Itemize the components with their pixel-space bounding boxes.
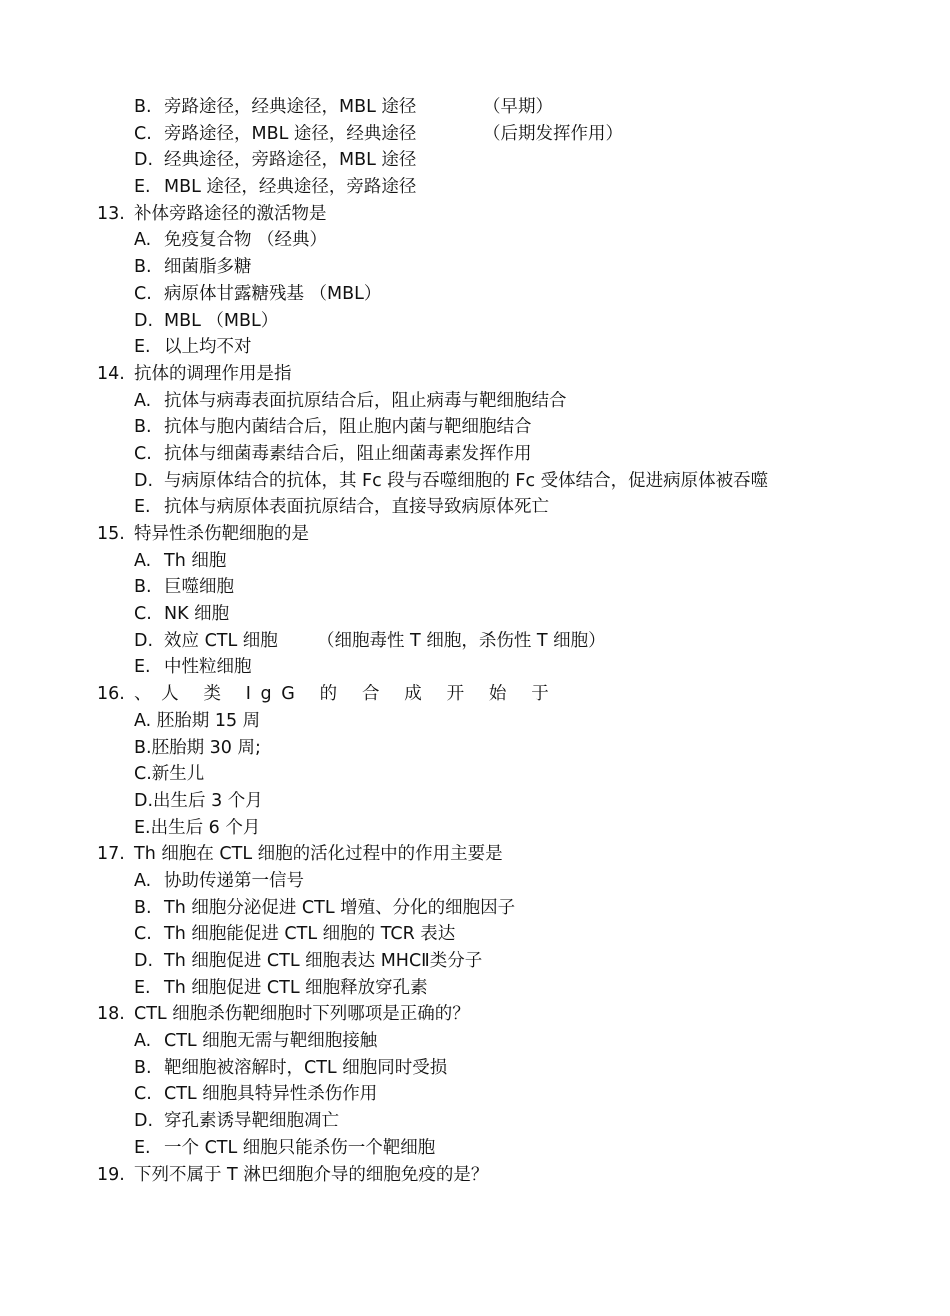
answer-option <box>0 1081 950 1108</box>
answer-option <box>0 921 950 948</box>
option-text: 抗体与病原体表面抗原结合，直接导致病原体死亡 <box>164 497 549 518</box>
option-text: NK 细胞 <box>164 604 230 625</box>
answer-option <box>0 654 950 681</box>
question-text: 下列不属于 T 淋巴细胞介导的细胞免疫的是？ <box>134 1164 489 1185</box>
question-number: 14. <box>97 363 125 384</box>
option-letter: B. <box>134 577 152 598</box>
answer-option <box>0 94 950 121</box>
answer-option <box>0 601 950 628</box>
question-stem <box>0 361 950 388</box>
question-text: 抗体的调理作用是指 <box>134 363 292 384</box>
question-number: 19. <box>97 1164 125 1185</box>
exam-document <box>0 94 950 1188</box>
option-letter: D. <box>134 630 154 651</box>
option-letter: E. <box>134 177 151 198</box>
option-text: 穿孔素诱导靶细胞凋亡 <box>164 1111 339 1132</box>
option-text: 经典途径，旁路途径，MBL 途径 <box>164 150 417 171</box>
option-letter: C. <box>134 283 152 304</box>
answer-option <box>0 708 950 735</box>
answer-option <box>0 735 950 762</box>
option-letter: E. <box>134 337 151 358</box>
answer-option <box>0 761 950 788</box>
question-number: 15. <box>97 524 125 544</box>
answer-option <box>0 1028 950 1055</box>
option-text: Th 细胞 <box>164 550 227 571</box>
question-text: 、人 类 IgG 的 合 成 开 始 于 <box>134 684 559 705</box>
option-letter: B. <box>134 417 152 438</box>
question-text: 补体旁路途径的激活物是 <box>134 203 327 224</box>
option-text: 旁路途径，MBL 途径，经典途径 <box>164 123 417 144</box>
question-stem <box>0 201 950 228</box>
answer-option <box>0 174 950 201</box>
answer-option <box>0 548 950 575</box>
option-letter: D. <box>134 951 154 971</box>
option-text: A. 胚胎期 15 周 <box>134 710 261 731</box>
answer-option <box>0 895 950 922</box>
answer-option <box>0 227 950 254</box>
option-letter: D. <box>134 310 154 331</box>
answer-option <box>0 815 950 842</box>
option-text: 效应 CTL 细胞 <box>164 630 278 651</box>
question-text: 特异性杀伤靶细胞的是 <box>134 524 309 544</box>
option-text: 中性粒细胞 <box>164 657 252 678</box>
question-text: Th 细胞在 CTL 细胞的活化过程中的作用主要是 <box>134 844 503 865</box>
question-number: 18. <box>97 1004 125 1025</box>
option-annotation: （细胞毒性 T 细胞，杀伤性 T 细胞） <box>317 630 606 651</box>
option-text: 以上均不对 <box>164 337 252 358</box>
option-text: C.新生儿 <box>134 764 205 785</box>
option-text: MBL 途径，经典途径，旁路途径 <box>164 177 417 198</box>
option-text: 抗体与胞内菌结合后，阻止胞内菌与靶细胞结合 <box>164 417 532 438</box>
option-text: 与病原体结合的抗体，其 Fc 段与吞噬细胞的 Fc 受体结合，促进病原体被吞噬 <box>164 470 769 491</box>
option-text: D.出生后 3 个月 <box>134 790 263 811</box>
question-stem <box>0 681 950 708</box>
option-letter: D. <box>134 1111 154 1132</box>
option-letter: C. <box>134 443 152 464</box>
option-letter: A. <box>134 550 152 571</box>
answer-option <box>0 868 950 895</box>
answer-option <box>0 308 950 335</box>
answer-option <box>0 1108 950 1135</box>
option-letter: B. <box>134 897 152 918</box>
option-text: CTL 细胞无需与靶细胞接触 <box>164 1031 378 1052</box>
option-text: MBL （MBL） <box>164 310 279 331</box>
answer-option <box>0 494 950 521</box>
option-letter: C. <box>134 924 152 945</box>
option-text: 抗体与病毒表面抗原结合后，阻止病毒与靶细胞结合 <box>164 390 567 411</box>
option-text: E.出生后 6 个月 <box>134 817 261 838</box>
answer-option <box>0 414 950 441</box>
answer-option <box>0 788 950 815</box>
option-text: 免疫复合物 （经典） <box>164 230 328 251</box>
answer-option <box>0 948 950 975</box>
option-letter: E. <box>134 497 151 518</box>
answer-option <box>0 334 950 361</box>
answer-option <box>0 147 950 174</box>
option-text: Th 细胞促进 CTL 细胞表达 MHCⅡ类分子 <box>164 951 483 971</box>
option-letter: B. <box>134 257 152 278</box>
question-stem <box>0 1001 950 1028</box>
answer-option <box>0 468 950 495</box>
option-text: 旁路途径，经典途径，MBL 途径 <box>164 97 417 117</box>
answer-option <box>0 574 950 601</box>
answer-option <box>0 281 950 308</box>
answer-option <box>0 1135 950 1162</box>
option-letter: B. <box>134 97 152 117</box>
answer-option <box>0 121 950 148</box>
answer-option <box>0 441 950 468</box>
option-letter: E. <box>134 977 151 998</box>
question-text: CTL 细胞杀伤靶细胞时下列哪项是正确的？ <box>134 1004 470 1025</box>
question-number: 17. <box>97 844 125 865</box>
option-text: Th 细胞能促进 CTL 细胞的 TCR 表达 <box>164 924 456 945</box>
answer-option <box>0 1055 950 1082</box>
option-letter: C. <box>134 1084 152 1105</box>
option-letter: E. <box>134 1137 151 1158</box>
option-text: 抗体与细菌毒素结合后，阻止细菌毒素发挥作用 <box>164 443 532 464</box>
option-text: CTL 细胞具特异性杀伤作用 <box>164 1084 378 1105</box>
option-text: B.胚胎期 30 周; <box>134 737 261 758</box>
option-letter: D. <box>134 150 154 171</box>
option-text: 病原体甘露糖残基 （MBL） <box>164 283 382 304</box>
option-letter: A. <box>134 230 152 251</box>
question-stem <box>0 521 950 548</box>
answer-option <box>0 975 950 1002</box>
option-letter: E. <box>134 657 151 678</box>
option-annotation: （早期） <box>483 97 553 117</box>
option-letter: C. <box>134 123 152 144</box>
option-text: 巨噬细胞 <box>164 577 234 598</box>
option-text: 协助传递第一信号 <box>164 870 304 891</box>
question-stem <box>0 841 950 868</box>
question-number: 16. <box>97 684 125 705</box>
option-text: 靶细胞被溶解时，CTL 细胞同时受损 <box>164 1057 448 1078</box>
option-letter: A. <box>134 390 152 411</box>
option-annotation: （后期发挥作用） <box>483 123 623 144</box>
answer-option <box>0 254 950 281</box>
option-letter: A. <box>134 1031 152 1052</box>
answer-option <box>0 388 950 415</box>
question-stem <box>0 1162 950 1189</box>
option-letter: B. <box>134 1057 152 1078</box>
option-letter: C. <box>134 604 152 625</box>
option-text: Th 细胞分泌促进 CTL 增殖、分化的细胞因子 <box>164 897 516 918</box>
option-text: 细菌脂多糖 <box>164 257 252 278</box>
answer-option <box>0 628 950 655</box>
option-letter: D. <box>134 470 154 491</box>
question-number: 13. <box>97 203 125 224</box>
option-text: 一个 CTL 细胞只能杀伤一个靶细胞 <box>164 1137 436 1158</box>
option-letter: A. <box>134 870 152 891</box>
option-text: Th 细胞促进 CTL 细胞释放穿孔素 <box>164 977 428 998</box>
